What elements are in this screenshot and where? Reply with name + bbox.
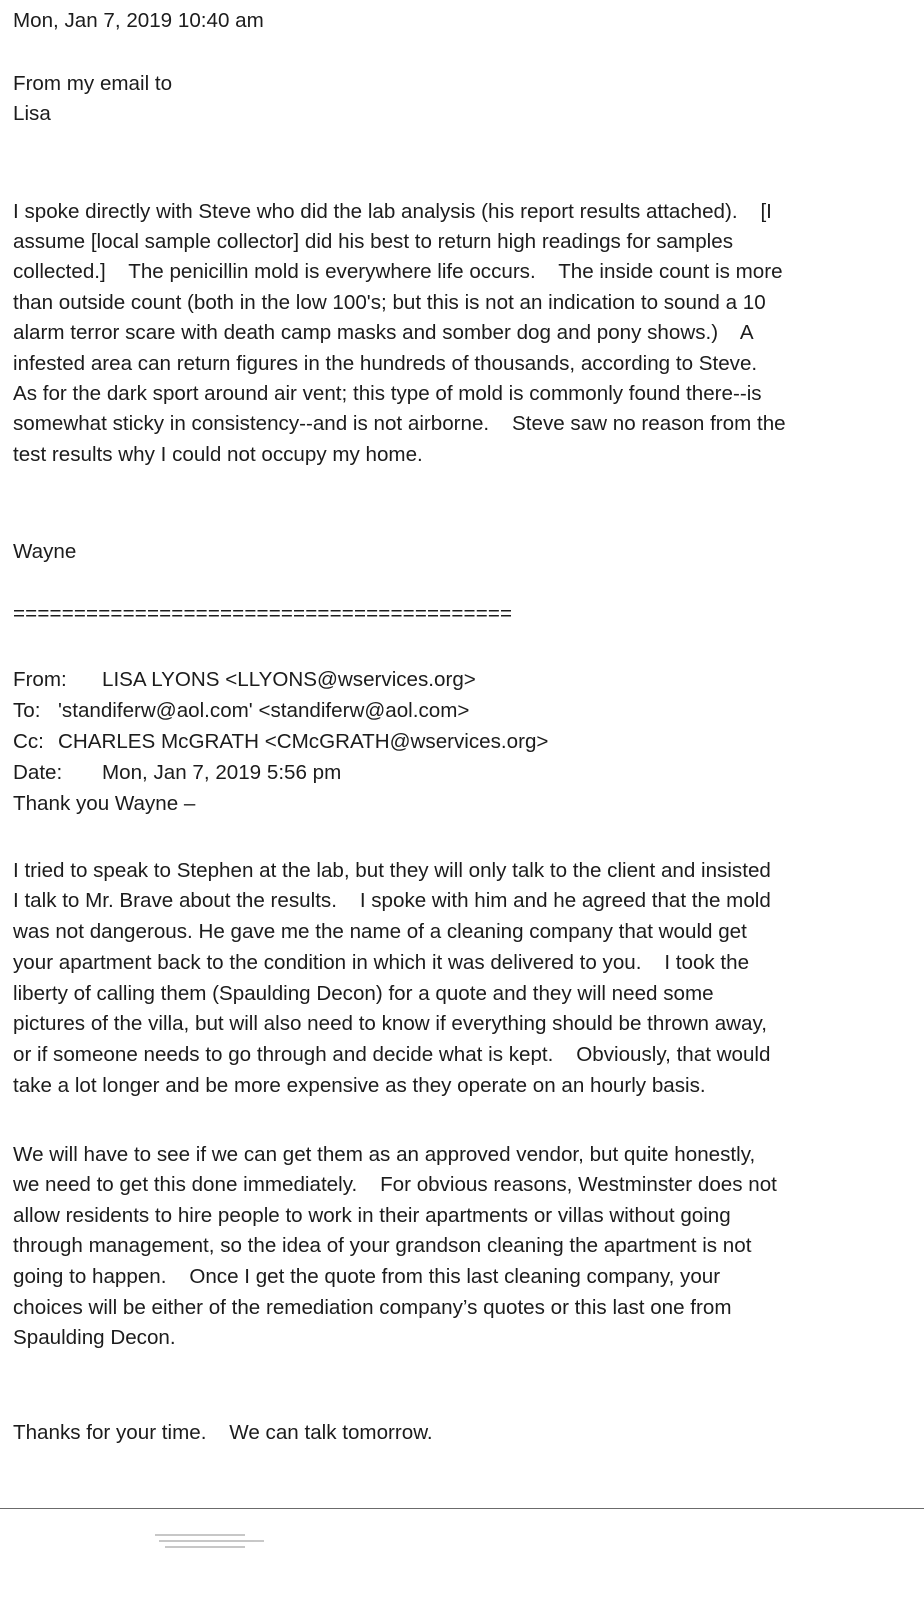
body-line: collected.] The penicillin mold is everywhere life occurs. The inside count is more <box>13 260 783 283</box>
body-line: choices will be either of the remediation company’s quotes or this last one from <box>13 1296 732 1319</box>
body-line: through management, so the idea of your grandson cleaning the apartment is not <box>13 1234 752 1257</box>
date-value: Mon, Jan 7, 2019 5:56 pm <box>102 761 342 784</box>
body-line: we need to get this done immediately. For obvious reasons, Westminster does not <box>13 1173 777 1196</box>
to-label: To: <box>13 699 41 722</box>
body-line: I tried to speak to Stephen at the lab, but they will only talk to the client and insisted <box>13 859 771 882</box>
body-line: your apartment back to the condition in which it was delivered to you. I took the <box>13 951 750 974</box>
body-line: infested area can return figures in the hundreds of thousands, according to Steve. <box>13 352 758 375</box>
from-value: LISA LYONS <LLYONS@wservices.org> <box>102 668 476 691</box>
body-line: alarm terror scare with death camp masks and somber dog and pony shows.) A <box>13 321 754 344</box>
body-line: or if someone needs to go through and decide what is kept. Obviously, that would <box>13 1043 771 1066</box>
body-line: going to happen. Once I get the quote from this last cleaning company, your <box>13 1265 721 1288</box>
body-line: liberty of calling them (Spaulding Decon) for a quote and they will need some <box>13 982 714 1005</box>
body-line: assume [local sample collector] did his best to return high readings for samples <box>13 230 733 253</box>
body-line: test results why I could not occupy my home. <box>13 443 423 466</box>
cc-label: Cc: <box>13 730 44 753</box>
signature: Wayne <box>13 540 77 563</box>
intro-line: From my email to <box>13 72 173 95</box>
closing-line: Thanks for your time. We can talk tomorrow. <box>13 1421 433 1444</box>
body-line: take a lot longer and be more expensive as they operate on an hourly basis. <box>13 1074 706 1097</box>
body-line: somewhat sticky in consistency--and is not airborne. Steve saw no reason from the <box>13 412 786 435</box>
to-value: 'standiferw@aol.com' <standiferw@aol.com> <box>58 699 470 722</box>
date-label: Date: <box>13 761 63 784</box>
body-line: allow residents to hire people to work in their apartments or villas without going <box>13 1204 731 1227</box>
intro-line: Lisa <box>13 102 51 125</box>
body-line: We will have to see if we can get them as an approved vendor, but quite honestly, <box>13 1143 756 1166</box>
email-timestamp: Mon, Jan 7, 2019 10:40 am <box>13 9 264 32</box>
body-line: I talk to Mr. Brave about the results. I spoke with him and he agreed that the mold <box>13 889 771 912</box>
body-line: Spaulding Decon. <box>13 1326 176 1349</box>
body-line: I spoke directly with Steve who did the lab analysis (his report results attached). [I <box>13 200 772 223</box>
body-line: was not dangerous. He gave me the name of a cleaning company that would get <box>13 920 747 943</box>
bottom-divider <box>0 1508 924 1509</box>
body-line: pictures of the villa, but will also need to know if everything should be thrown away, <box>13 1012 767 1035</box>
scan-artifact <box>155 1534 265 1566</box>
greeting: Thank you Wayne – <box>13 792 196 815</box>
from-label: From: <box>13 668 67 691</box>
cc-value: CHARLES McGRATH <CMcGRATH@wservices.org> <box>58 730 549 753</box>
body-line: As for the dark sport around air vent; this type of mold is commonly found there--is <box>13 382 762 405</box>
body-line: than outside count (both in the low 100's; but this is not an indication to sound a 10 <box>13 291 766 314</box>
separator-line: ========================================= <box>13 602 513 625</box>
